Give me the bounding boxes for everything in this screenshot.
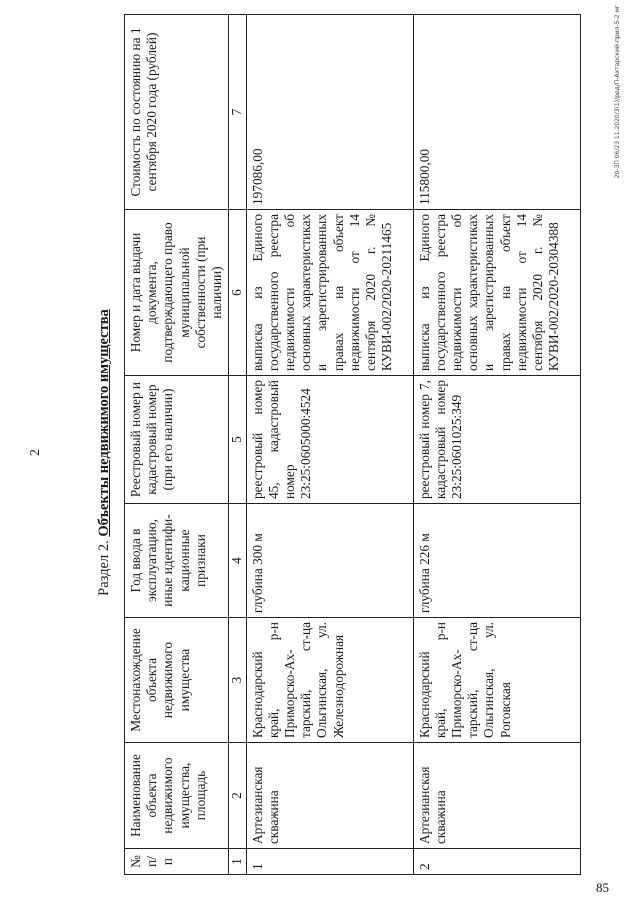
row-name: Артезианская скважина [246,743,413,849]
row-document: выписка из Единого государственного реестра недвижимости об основных характеристиках и зарегистрированных правах на объект недвижимости от 14 сентября 2020 г. № КУВИ-002/2020-20304388 [413,210,580,376]
section-title [96,0,113,905]
table-row [246,15,413,875]
row-cost: 115800,00 [413,15,580,210]
row-location: Краснодарский край, р-н Приморско-Ахтарский, ст-ца Ольгинская, ул. Железнодорожная [246,618,413,743]
header-location: Местонахождение объекта недвижимого имущества [125,618,229,743]
column-number: 4 [229,504,246,618]
header-registry: Реестровый номер и кадастровый номер (при его наличии) [125,376,229,504]
section-heading: Объекты недвижимого имущества [96,309,112,537]
sheet-number: 85 [596,880,609,895]
footer-reference: 20-ЗП 06/23 11.2020/3(1)/ред/П-Ахтарский-прил-5-2 мг [614,5,621,179]
header-name: Наименование объекта недвижимого имущества, площадь [125,743,229,849]
row-registry: реестровый номер 7, кадастровый номер 23:25:0601025:349 [413,376,580,504]
row-features: глубина 300 м [246,504,413,618]
column-number: 5 [229,376,246,504]
header-features: Год ввода в эксплуатацию, иные идентификационные признаки [125,504,229,618]
column-number: 7 [229,15,246,210]
row-document: выписка из Единого государственного реестра недвижимости об основных характеристиках и зарегистрированных правах на объект недвижимости от 14 сентября 2020 г. № КУВИ-002/2020-20211465 [246,210,413,376]
row-name: Артезианская скважина [413,743,580,849]
row-features: глубина 226 м [413,504,580,618]
column-number: 3 [229,618,246,743]
row-cost: 197086,00 [246,15,413,210]
row-registry: реестровый номер 45, кадастровый номер 23:25:0605000:4524 [246,376,413,504]
section-prefix: Раздел 2. [96,540,112,596]
column-number: 2 [229,743,246,849]
column-number-row [229,15,246,875]
header-num: № п/п [125,849,229,875]
row-location: Краснодарский край, р-н Приморско-Ахтарский, ст-ца Ольгинская, ул. Роговская [413,618,580,743]
header-document: Номер и дата выдачи документа, подтверждающего право муниципальной собственности (при наличии) [125,210,229,376]
header-cost: Стоимость по состоянию на 1 сентября 2020 года (рублей) [125,15,229,210]
header-row [125,15,229,875]
column-number: 1 [229,849,246,875]
table-row [413,15,580,875]
column-number: 6 [229,210,246,376]
property-table [124,14,581,875]
row-num: 2 [413,849,580,875]
page-number: 2 [28,449,43,456]
row-num: 1 [246,849,413,875]
